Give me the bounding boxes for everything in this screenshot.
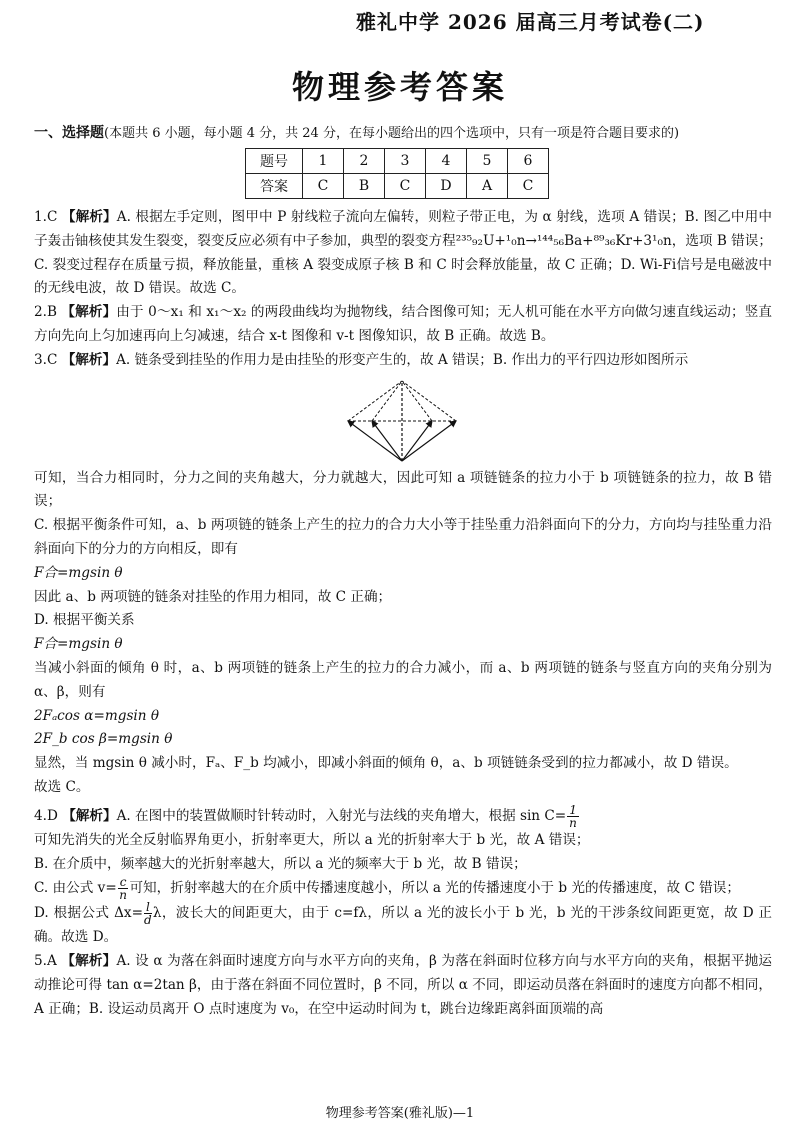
page-footer: 物理参考答案(雅礼版)—1: [325, 1106, 475, 1121]
table-cell-answer: A: [467, 174, 508, 199]
solution-text: A. 在图中的装置做顺时针转动时，入射光与法线的夹角增大，根据 sin C=: [116, 807, 567, 824]
section-description: (本题共 6 小题，每小题 4 分，共 24 分，在每小题给出的四个选项中，只有一项是符合题目要求的): [104, 126, 680, 141]
solution-text-with-fraction: [34, 901, 772, 950]
solution-text: 可知，当合力相同时，分力之间的夹角越大，分力就越大，因此可知 a 项链链条的拉力小于 b 项链链条的拉力，故 B 错误；: [34, 469, 772, 510]
parallelogram-edge: [348, 381, 402, 421]
table-cell-answer: C: [385, 174, 426, 199]
question-number: 1.C: [34, 209, 58, 225]
analysis-tag: 【解析】: [61, 351, 117, 368]
solution-text: 可知先消失的光全反射临界角更小，折射率更大，所以 a 光的折射率大于 b 光，故 A 错误；: [34, 831, 590, 848]
solution-text: C. 由公式 v=: [34, 880, 117, 897]
solutions-body: [34, 206, 772, 1022]
question-number: 2.B: [34, 304, 57, 321]
solution-text: D. 根据公式 Δx=: [34, 905, 143, 922]
solution-text: A. 根据左手定则，图甲中 P 射线粒子流向左偏转，则粒子带正电，为 α 射线，选项 A 错误；B. 图乙中用中子轰击铀核使其发生裂变，裂变反应必须有中子参加，典型的裂变方程²³⁵₉₂U+¹₀n→¹⁴⁴₅₆Ba+⁸⁹₃₆Kr+3¹₀n，选项 B 错误；C. 裂变过程存在质量亏损，释放能量，重核 A 裂变成原子核 B 和 C 时会释放能量，故 C 正确；D. Wi-Fi信号是电磁波中的无线电波，故 D 错误。故选 C。: [34, 209, 772, 297]
table-cell-number: 1: [303, 149, 344, 174]
question-5-solution: [34, 950, 772, 1021]
formula-line: F合=mgsin θ: [34, 564, 123, 581]
solution-text: 显然，当 mgsin θ 减小时，Fₐ、F_b 均减小，即减小斜面的倾角 θ，a、b 项链链条受到的拉力都减小，故 D 错误。: [34, 755, 738, 772]
formula-line: 2F_b cos β=mgsin θ: [34, 731, 173, 748]
table-header-number: 题号: [246, 149, 303, 174]
table-cell-answer: D: [426, 174, 467, 199]
question-1-solution: [34, 206, 772, 301]
solution-text: D. 根据平衡关系: [34, 612, 135, 629]
table-header-answer: 答案: [246, 174, 303, 199]
table-cell-answer: B: [344, 174, 385, 199]
exam-header-title: 雅礼中学 2026 届高三月考试卷(二): [356, 10, 705, 34]
solution-text: A. 链条受到挂坠的作用力是由挂坠的形变产生的，故 A 错误；B. 作出力的平行四边形如图所示: [116, 351, 689, 368]
table-cell-number: 6: [508, 149, 549, 174]
fraction-denominator: d: [144, 913, 152, 928]
solution-text: 由于 0～x₁ 和 x₁～x₂ 的两段曲线均为抛物线，结合图像可知；无人机可能在水平方向做匀速直线运动；竖直方向先向上匀加速再向上匀减速，结合 x-t 图像和 v-t 图像知识，故 B 正确。故选 B。: [34, 304, 773, 344]
question-number: 4.D: [34, 807, 58, 824]
solution-text: 当减小斜面的倾角 θ 时，a、b 两项链的链条上产生的拉力的合力减小，而 a、b 两项链的链条与竖直方向的夹角分别为 α、β，则有: [34, 659, 772, 700]
parallelogram-edge: [372, 381, 402, 421]
solution-text: A. 设 α 为落在斜面时速度方向与水平方向的夹角，β 为落在斜面时位移方向与水平方向的夹角，根据平抛运动推论可得 tan α=2tan β，由于落在斜面不同位置时，β 不同，所以 α 不同，即运动员落在斜面时的速度方向都不相同，A 正确；B. 设运动员离开 O 点时速度为 v₀，在空中运动时间为 t，跳台边缘距离斜面顶端的高: [34, 953, 772, 1017]
analysis-tag: 【解析】: [62, 807, 117, 824]
solution-text: C. 根据平衡条件可知，a、b 两项链的链条上产生的拉力的合力大小等于挂坠重力沿斜面向下的分力，方向均与挂坠重力沿斜面向下的分力的方向相反，即有: [34, 517, 772, 557]
component-force-arrow: [372, 421, 402, 461]
table-cell-number: 5: [467, 149, 508, 174]
solution-text-with-fraction: [34, 876, 772, 901]
table-cell-answer: C: [303, 174, 344, 199]
parallelogram-edge: [402, 381, 456, 421]
fraction: [118, 876, 129, 901]
solution-text: 可知，折射率越大的在介质中传播速度越小，所以 a 光的传播速度小于 b 光的传播速度，故 C 错误；: [129, 880, 740, 897]
formula-line: 2Fₐcos α=mgsin θ: [34, 707, 160, 724]
table-cell-number: 4: [426, 149, 467, 174]
solution-text: λ，波长大的间距更大，由于 c=fλ，所以 a 光的波长小于 b 光，b 光的干涉条纹间距更宽，故 D 正确。故选 D。: [34, 905, 772, 946]
answer-table: [245, 148, 549, 199]
solution-text: 因此 a、b 两项链的链条对挂坠的作用力相同，故 C 正确；: [34, 588, 392, 605]
solution-text: B. 在介质中，频率越大的光折射率越大，所以 a 光的频率大于 b 光，故 B 错误；: [34, 855, 527, 872]
analysis-tag: 【解析】: [61, 304, 117, 321]
question-3-solution: [34, 349, 772, 373]
component-force-arrow: [348, 421, 402, 461]
component-force-arrow: [402, 421, 432, 461]
question-number: 5.A: [34, 953, 57, 970]
parallelogram-edge: [402, 381, 432, 421]
force-parallelogram-diagram: [346, 379, 458, 463]
table-cell-number: 2: [344, 149, 385, 174]
table-cell-answer: C: [508, 174, 549, 199]
section-label: 一、选择题: [34, 125, 104, 141]
question-number: 3.C: [34, 351, 58, 368]
solution-text: 故选 C。: [34, 778, 90, 795]
fraction-denominator: n: [119, 888, 127, 903]
fraction-numerator: 1: [569, 802, 577, 817]
fraction-denominator: n: [569, 815, 577, 830]
table-cell-number: 3: [385, 149, 426, 174]
question-4-solution: [34, 804, 772, 829]
fraction-numerator: l: [145, 900, 150, 915]
fraction: [144, 901, 152, 926]
analysis-tag: 【解析】: [61, 209, 117, 225]
section-heading: [34, 122, 679, 142]
question-2-solution: [34, 301, 772, 349]
answer-table-answer-row: [246, 174, 549, 199]
fraction-numerator: c: [119, 875, 127, 890]
formula-line: F合=mgsin θ: [34, 636, 123, 653]
analysis-tag: 【解析】: [61, 953, 117, 970]
fraction: [567, 804, 579, 829]
page-title: 物理参考答案: [291, 68, 508, 106]
component-force-arrow: [402, 421, 456, 461]
answer-table-number-row: [246, 149, 549, 174]
